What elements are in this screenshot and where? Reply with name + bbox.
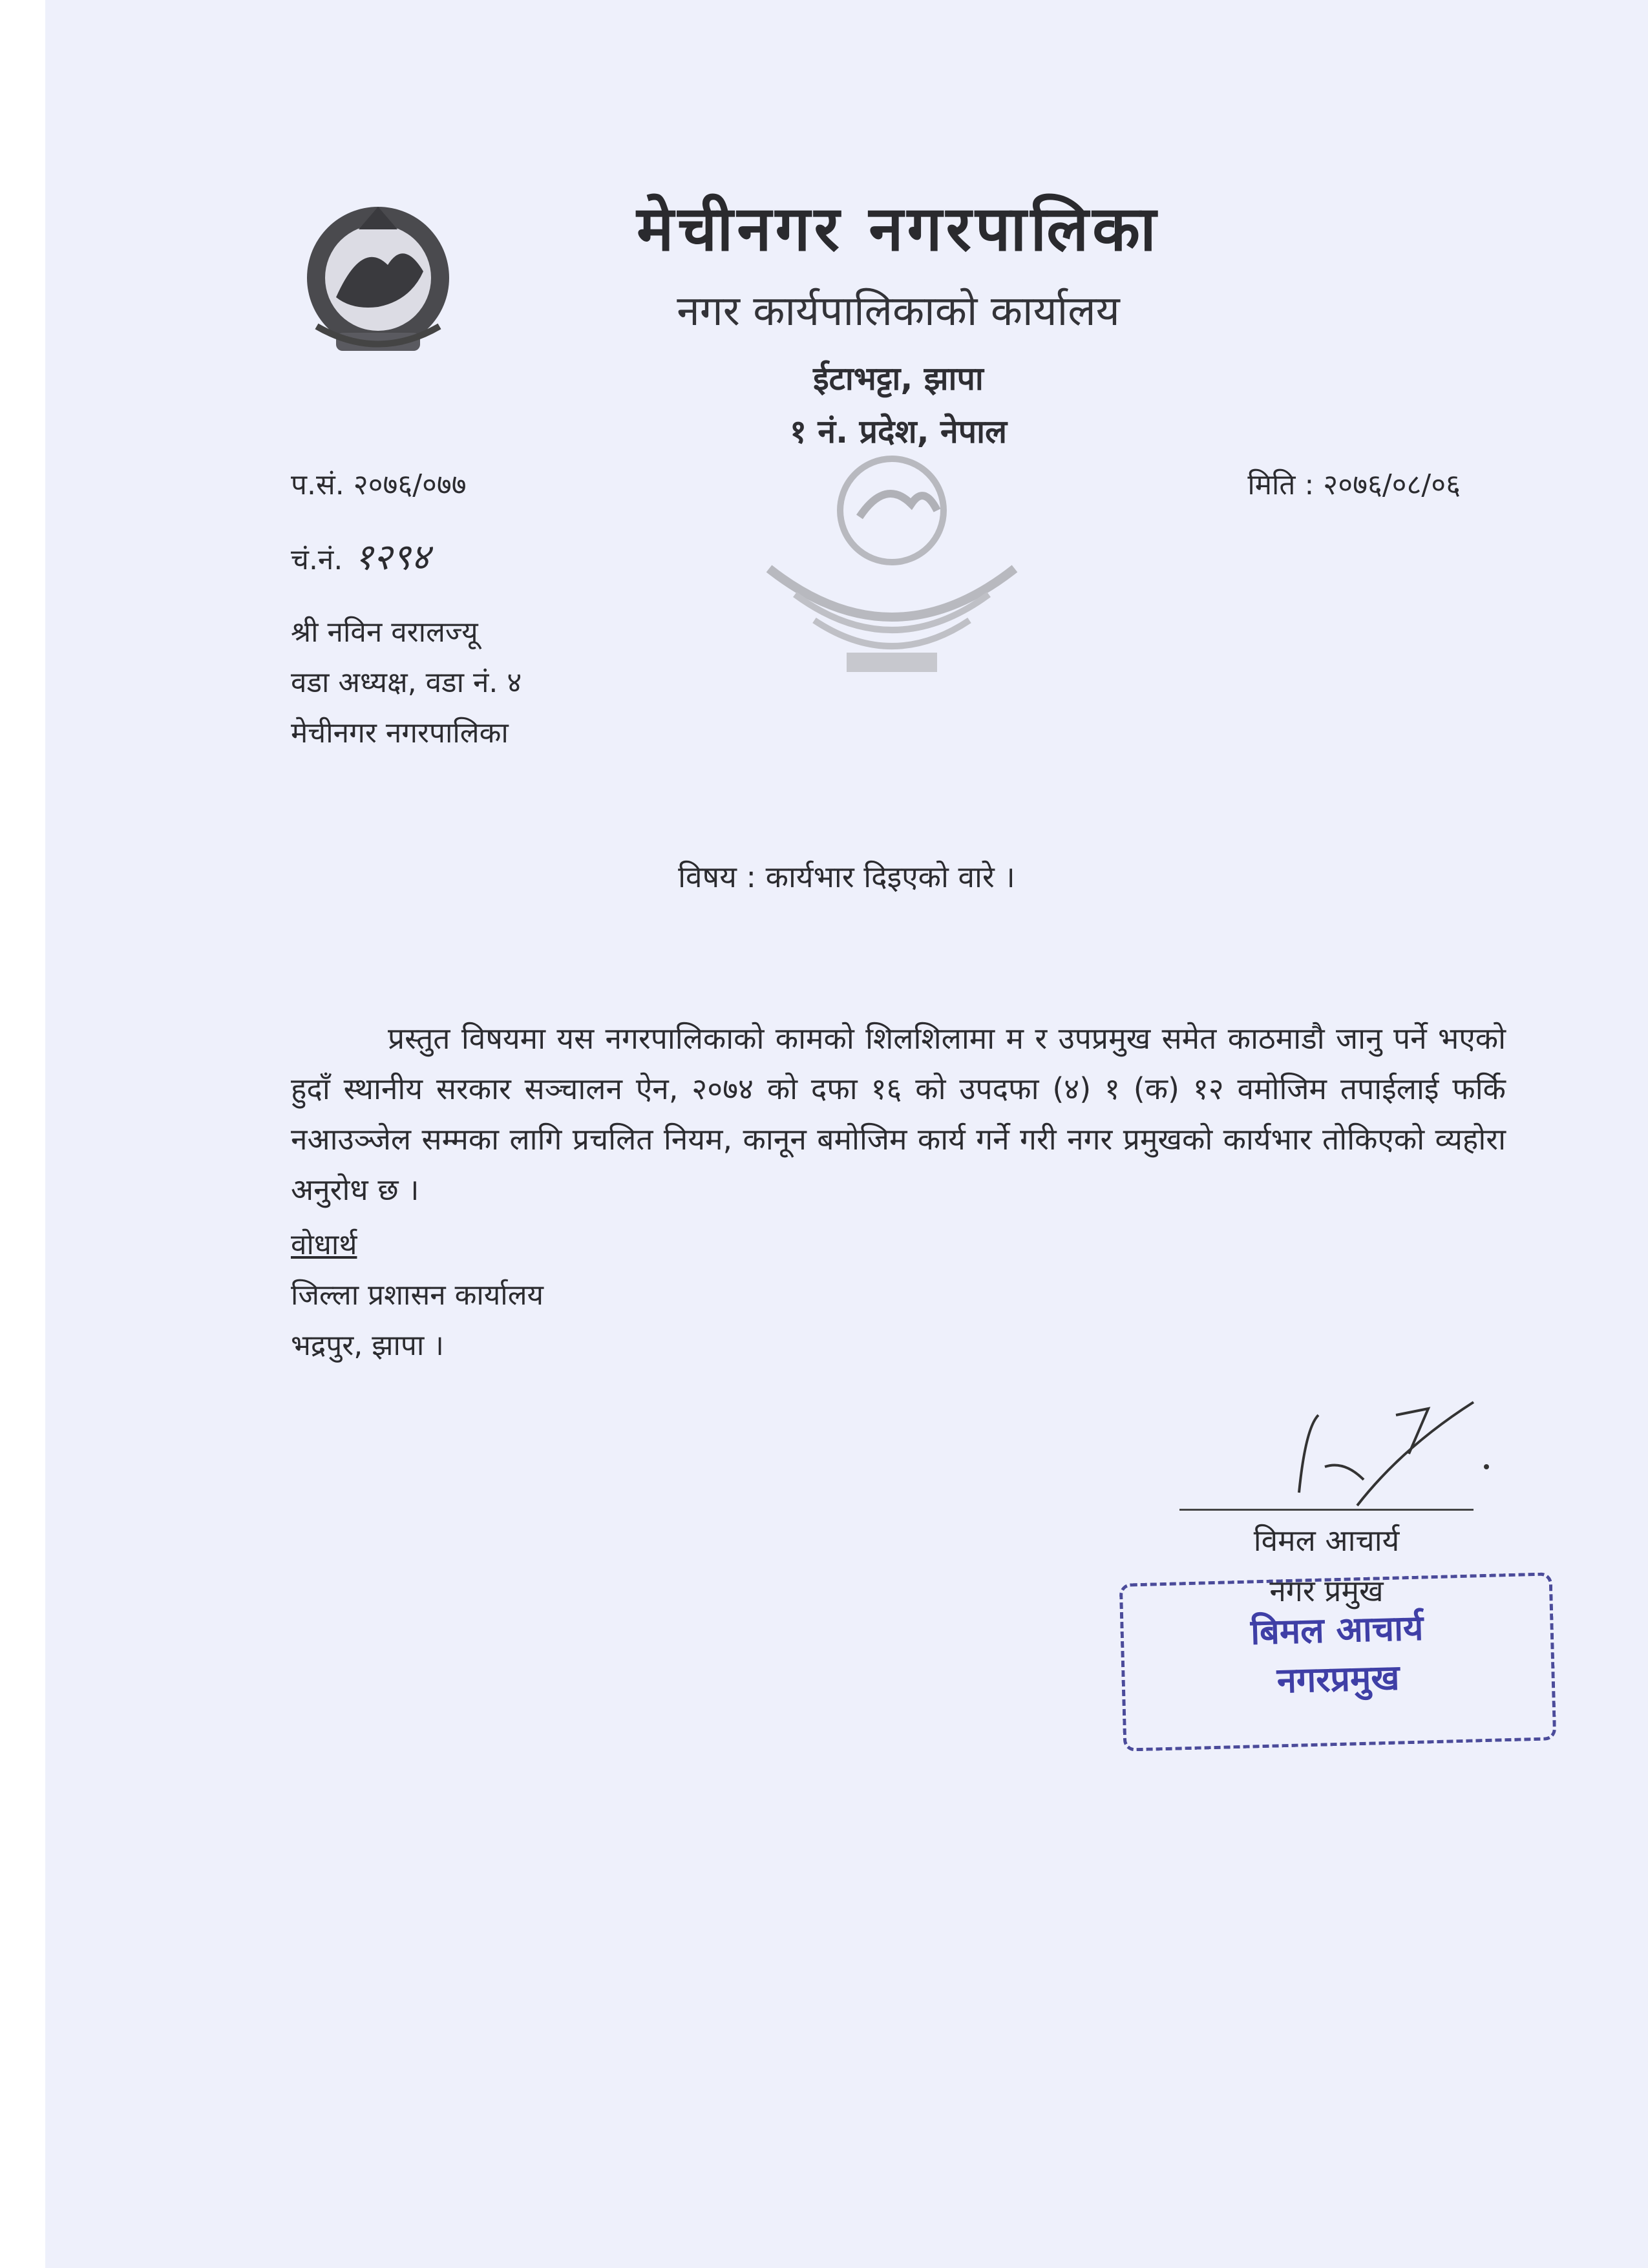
recipient-block <box>291 607 522 759</box>
recipient-designation: वडा अध्यक्ष, वडा नं. ४ <box>291 666 522 699</box>
reference-number: प.सं. २०७६/०७७ <box>291 468 467 501</box>
letter-body: प्रस्तुत विषयमा यस नगरपालिकाको कामको शिलशिलामा म र उपप्रमुख समेत काठमाडौ जानु पर्ने भएको हुदाँ स्थानीय सरकार सञ्चालन ऐन, २०७४ को दफा १६ को उपदफा (४) १ (क) १२ वमोजिम तपाईलाई फर्कि नआउञ्जेल सम्मका लागि प्रचलित नियम, कानून बमोजिम कार्य गर्ने गरी नगर प्रमुखको कार्यभार तोकिएको व्यहोरा अनुरोध छ । <box>291 1021 1506 1207</box>
signatory-title: नगर प्रमुख <box>1269 1573 1384 1608</box>
nepal-emblem-icon <box>291 194 465 368</box>
dispatch-label: चं.नं. <box>291 543 343 576</box>
stamp-title: नगरप्रमुख <box>1276 1657 1400 1701</box>
cc-place: भद्रपुर, झापा । <box>291 1329 444 1362</box>
letter-page <box>45 0 1648 2268</box>
letter-date: मिति : २०७६/०८/०६ <box>1247 468 1461 501</box>
municipality-name: मेचीनगर नगरपालिका <box>637 193 1160 265</box>
stamp-name: बिमल आचार्य <box>1250 1607 1424 1653</box>
dispatch-value: १२९४ <box>354 536 430 578</box>
office-seal-icon <box>743 420 1041 717</box>
signature-line <box>1179 1509 1474 1511</box>
signatory-name: विमल आचार्य <box>1253 1523 1400 1558</box>
office-name: नगर कार्यपालिकाको कार्यालय <box>677 288 1120 335</box>
handwritten-signature <box>1260 1389 1532 1518</box>
dispatch-number <box>291 531 430 580</box>
cc-block <box>291 1220 544 1371</box>
recipient-organization: मेचीनगर नगरपालिका <box>291 717 509 750</box>
office-province: १ नं. प्रदेश, नेपाल <box>790 413 1007 450</box>
official-stamp <box>1119 1572 1557 1751</box>
subject-line: विषय : कार्यभार दिइएको वारे । <box>678 859 1015 894</box>
cc-heading: वोधार्थ <box>291 1228 357 1261</box>
recipient-name: श्री नविन वरालज्यू <box>291 616 478 649</box>
office-location: ईटाभट्टा, झापा <box>813 360 984 397</box>
cc-office: जिल्ला प्रशासन कार्यालय <box>291 1279 544 1312</box>
